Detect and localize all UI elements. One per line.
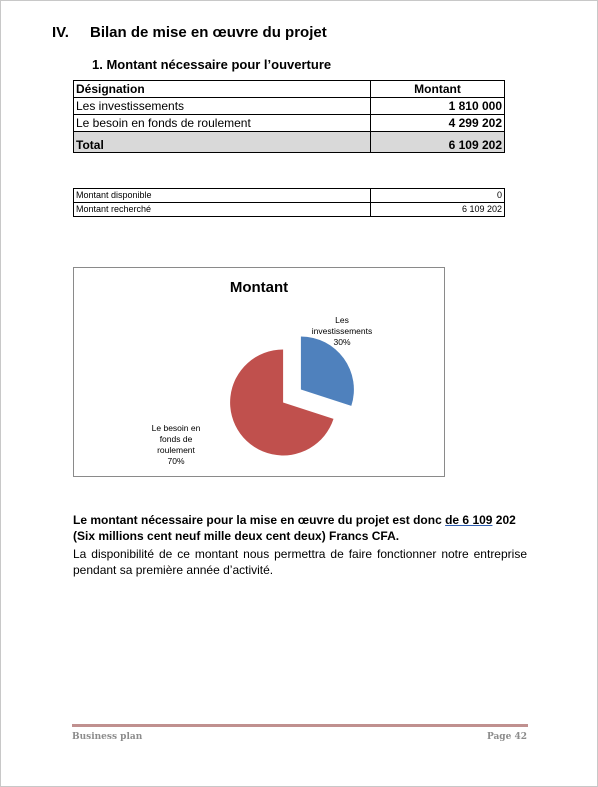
slice-label-line: investissements bbox=[311, 326, 373, 336]
slice-label-bfr bbox=[142, 423, 210, 467]
conclusion-text: Le montant nécessaire pour la mise en œuvre du projet est donc bbox=[73, 513, 446, 527]
row-amount: 6 109 202 bbox=[371, 203, 505, 217]
pie-chart-svg bbox=[74, 268, 444, 476]
total-label: Total bbox=[74, 132, 371, 153]
row-label: Le besoin en fonds de roulement bbox=[74, 115, 371, 132]
table-total-row bbox=[74, 132, 505, 153]
row-label: Les investissements bbox=[74, 98, 371, 115]
slice-label-line: Le besoin en bbox=[151, 423, 201, 433]
slice-label-line: fonds de bbox=[159, 434, 193, 444]
chart-title: Montant bbox=[229, 279, 289, 296]
section-title: Bilan de mise en œuvre du projet bbox=[90, 24, 327, 41]
pie-chart bbox=[73, 267, 445, 477]
footer-page-number: Page 42 bbox=[486, 732, 527, 742]
slice-label-percent: 30% bbox=[333, 337, 351, 347]
slice-label-line: roulement bbox=[157, 445, 195, 455]
header-amount: Montant bbox=[371, 81, 505, 98]
footer-divider bbox=[72, 724, 528, 727]
table-header-row bbox=[74, 81, 505, 98]
conclusion-text-end: 202 (Six millions cent neuf mille deux cent deux) Francs CFA. bbox=[73, 513, 516, 543]
total-amount: 6 109 202 bbox=[371, 132, 505, 153]
slice-label-investissements bbox=[302, 315, 382, 348]
row-amount: 1 810 000 bbox=[371, 98, 505, 115]
row-label: Montant recherché bbox=[74, 203, 371, 217]
table-row bbox=[74, 98, 505, 115]
row-amount: 4 299 202 bbox=[371, 115, 505, 132]
slice-label-percent: 70% bbox=[167, 456, 185, 466]
subsection-heading: 1. Montant nécessaire pour l’ouverture bbox=[92, 57, 332, 72]
conclusion-paragraph: La disponibilité de ce montant nous permettra de faire fonctionner notre entreprise pendant sa première année d’activité. bbox=[73, 547, 527, 577]
section-number: IV. bbox=[52, 24, 69, 41]
conclusion-bold bbox=[73, 512, 527, 544]
table-row bbox=[74, 189, 505, 203]
amount-table bbox=[73, 80, 505, 153]
slice-label-line: Les bbox=[335, 315, 349, 325]
conclusion-amount-link: de 6 109 bbox=[445, 513, 493, 527]
row-amount: 0 bbox=[371, 189, 505, 203]
header-designation: Désignation bbox=[74, 81, 371, 98]
footer-title: Business plan bbox=[72, 732, 143, 742]
funding-table bbox=[73, 188, 505, 217]
row-label: Montant disponible bbox=[74, 189, 371, 203]
section-heading bbox=[52, 24, 327, 41]
table-row bbox=[74, 203, 505, 217]
table-row bbox=[74, 115, 505, 132]
